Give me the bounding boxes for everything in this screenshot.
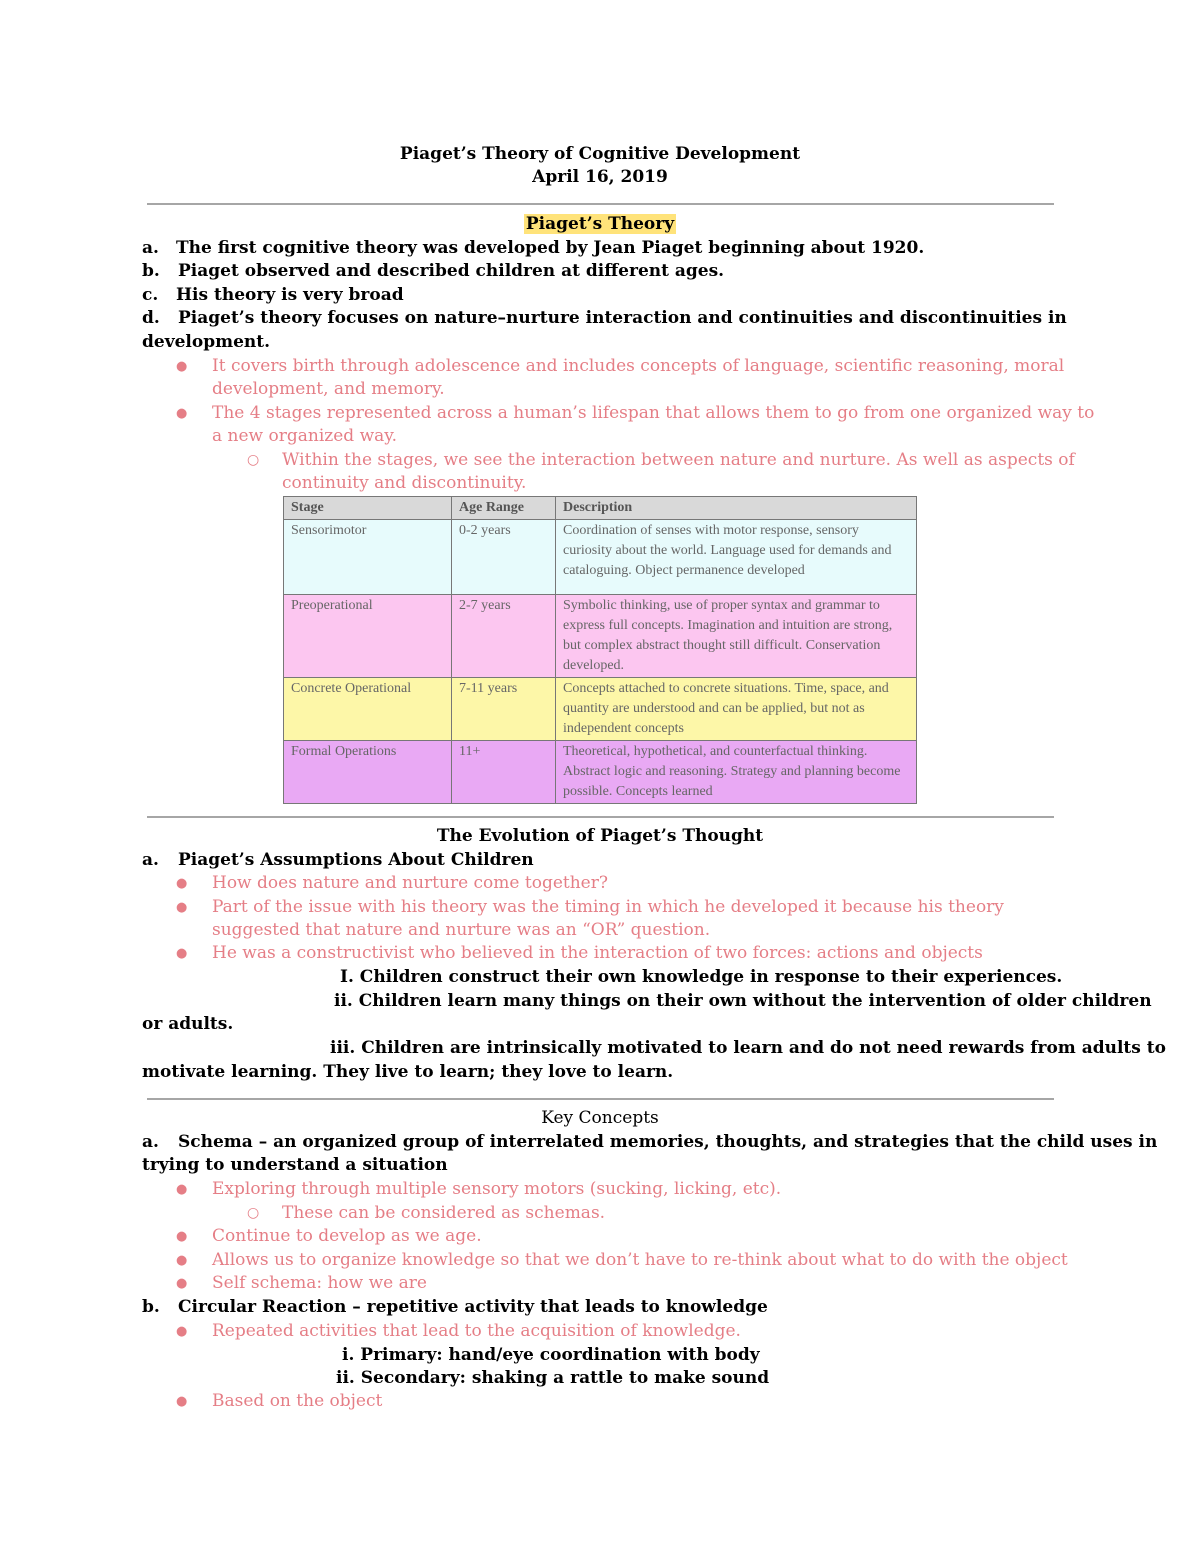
list-item: Circular Reaction – repetitive activity that leads to knowledge [178,1297,768,1317]
section-heading: Key Concepts [541,1108,659,1128]
note-text: Part of the issue with his theory was the timing in which he developed it because his theory [212,897,1004,917]
bullet-icon: ● [176,1229,188,1244]
bullet-icon: ● [176,1394,188,1409]
note-text: Based on the object [212,1391,383,1411]
section-divider [147,203,1054,205]
table-cell: 7-11 years [452,678,556,741]
note-text: It covers birth through adolescence and includes concepts of language, scientific reasoning, moral [212,356,1065,376]
table-header: Stage [284,497,452,520]
note-text: Exploring through multiple sensory motors (sucking, licking, etc). [212,1179,782,1199]
table-header: Description [556,497,917,520]
numbered-item: ii. Secondary: shaking a rattle to make sound [336,1368,770,1388]
note-text: Repeated activities that lead to the acquisition of knowledge. [212,1321,741,1341]
note-text: Within the stages, we see the interaction between nature and nurture. As well as aspects of [282,450,1075,470]
bullet-icon: ● [176,359,188,374]
list-item: Piaget’s theory focuses on nature–nurture interaction and continuities and discontinuities in [178,308,1067,328]
list-marker: b. [142,1297,160,1317]
numbered-item-continuation: or adults. [142,1014,234,1034]
table-row [284,520,917,595]
section-heading: The Evolution of Piaget’s Thought [436,826,764,846]
list-item: Piaget’s Assumptions About Children [178,850,534,870]
circle-bullet-icon: ○ [247,452,260,468]
numbered-item: I. Children construct their own knowledge in response to their experiences. [340,967,1063,987]
table-cell: Symbolic thinking, use of proper syntax and grammar to express full concepts. Imagination and intuition are strong, but complex abstract thought still difficult. Conservation developed. [556,595,917,678]
table-cell: Concepts attached to concrete situations. Time, space, and quantity are understood and can be applied, but not as independent concepts [556,678,917,741]
list-marker: a. [142,850,159,870]
table-cell: 2-7 years [452,595,556,678]
table-header-row [284,497,917,520]
table-cell: Sensorimotor [284,520,452,595]
list-marker: a. [142,1132,159,1152]
document-date: April 16, 2019 [532,167,668,187]
section-heading [0,213,1200,236]
list-item-continuation: development. [142,332,271,352]
note-text: Allows us to organize knowledge so that we don’t have to re-think about what to do with the object [212,1250,1068,1270]
note-text: suggested that nature and nurture was an “OR” question. [212,920,711,940]
list-marker: d. [142,308,160,328]
table-cell: Theoretical, hypothetical, and counterfactual thinking. Abstract logic and reasoning. Strategy and planning become possible. Concepts learned [556,741,917,804]
note-text: development, and memory. [212,379,445,399]
list-item-continuation: trying to understand a situation [142,1155,448,1175]
list-item: His theory is very broad [176,285,404,305]
bullet-icon: ● [176,406,188,421]
list-item: Schema – an organized group of interrelated memories, thoughts, and strategies that the child uses in [178,1132,1158,1152]
bullet-icon: ● [176,946,188,961]
table-row [284,678,917,741]
bullet-icon: ● [176,1276,188,1291]
bullet-icon: ● [176,876,188,891]
table-cell: Formal Operations [284,741,452,804]
note-text: These can be considered as schemas. [282,1203,606,1223]
numbered-item: iii. Children are intrinsically motivated to learn and do not need rewards from adults to [330,1038,1166,1058]
table-cell: 11+ [452,741,556,804]
table-cell: Preoperational [284,595,452,678]
note-text: Self schema: how we are [212,1273,427,1293]
note-text: continuity and discontinuity. [282,473,527,493]
list-marker: c. [142,285,159,305]
numbered-item-continuation: motivate learning. They live to learn; they love to learn. [142,1062,674,1082]
table-row [284,741,917,804]
section-divider [147,1098,1054,1100]
table-row [284,595,917,678]
circle-bullet-icon: ○ [247,1205,260,1221]
bullet-icon: ● [176,900,188,915]
bullet-icon: ● [176,1182,188,1197]
document-title: Piaget’s Theory of Cognitive Development [399,144,801,164]
table-cell: Coordination of senses with motor response, sensory curiosity about the world. Language used for demands and cataloguing. Object permanence developed [556,520,917,595]
note-text: The 4 stages represented across a human’s lifespan that allows them to go from one organized way to [212,403,1095,423]
section-divider [147,816,1054,818]
table-cell: 0-2 years [452,520,556,595]
list-marker: b. [142,261,160,281]
note-text: a new organized way. [212,426,398,446]
note-text: How does nature and nurture come together? [212,873,608,893]
numbered-item: i. Primary: hand/eye coordination with body [342,1345,760,1365]
numbered-item: ii. Children learn many things on their own without the intervention of older children [334,991,1152,1011]
stages-table [283,496,917,804]
list-item: Piaget observed and described children at different ages. [178,261,725,281]
note-text: He was a constructivist who believed in the interaction of two forces: actions and objects [212,943,983,963]
list-marker: a. [142,238,159,258]
bullet-icon: ● [176,1324,188,1339]
table-cell: Concrete Operational [284,678,452,741]
table-header: Age Range [452,497,556,520]
highlighted-heading: Piaget’s Theory [525,214,675,234]
list-item: The first cognitive theory was developed by Jean Piaget beginning about 1920. [176,238,925,258]
note-text: Continue to develop as we age. [212,1226,482,1246]
bullet-icon: ● [176,1253,188,1268]
